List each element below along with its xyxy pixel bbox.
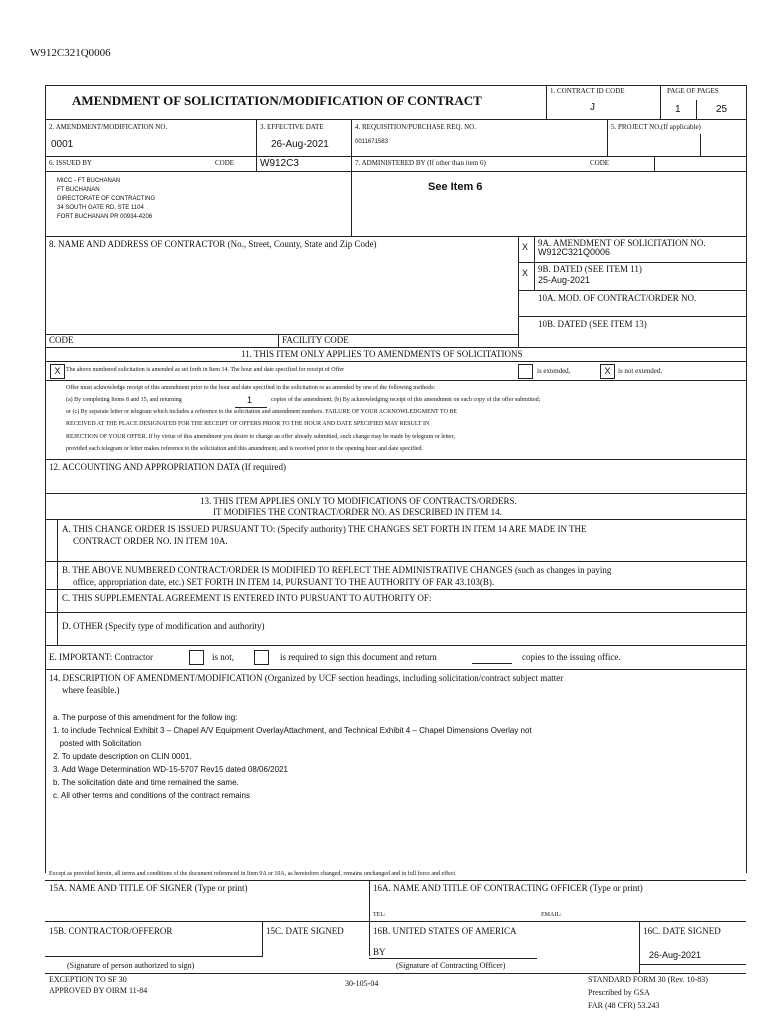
description-line: 1. to include Technical Exhibit 3 – Chapel A/V Equipment OverlayAttachment, and Technical Exhibit 4 – Chapel Dimensions Overlay not [53, 726, 532, 735]
item-16b-label: 16B. UNITED STATES OF AMERICA [373, 926, 517, 936]
issuer-line: 34 SOUTH GATE RD, STE 1104 [57, 205, 144, 211]
item-11-extended-checkbox[interactable] [518, 364, 533, 379]
item-12-label: 12. ACCOUNTING AND APPROPRIATION DATA (If required) [49, 462, 287, 472]
contractor-code-label: CODE [49, 335, 74, 345]
item-9b-mark: X [522, 268, 529, 278]
footer-prescribed: Prescribed by GSA [588, 988, 650, 997]
requisition-label: 4. REQUISITION/PURCHASE REQ. NO. [355, 123, 476, 131]
item-10b-label: 10B. DATED (SEE ITEM 13) [538, 319, 647, 329]
item-9a-label: 9A. AMENDMENT OF SOLICITATION NO. [538, 238, 706, 248]
item-e-is-not-label: is not, [212, 652, 235, 662]
page-number: 1 [675, 104, 681, 115]
issued-by-label: 6. ISSUED BY [49, 159, 92, 167]
issuer-line: MICC - FT BUCHANAN [57, 178, 121, 184]
item-14-footnote: Except as provided herein, all terms and conditions of the document referenced in Item 9A or 10A, as heretofore changed, remains unchanged and in full force and effect. [49, 871, 457, 877]
item-13d-text: D. OTHER (Specify type of modification and authority) [62, 621, 265, 631]
item-13a-text: CONTRACT ORDER NO. IN ITEM 10A. [73, 536, 228, 546]
item-11-text: provided each telegram or letter makes reference to the solicitation and this amendment, and is received prior to the opening hour and date specified. [66, 446, 424, 452]
footer-far: FAR (48 CFR) 53.243 [588, 1001, 660, 1010]
item-e-is-required-checkbox[interactable] [254, 650, 269, 665]
page-of-pages-label: PAGE OF PAGES [667, 87, 719, 95]
item-15c-label: 15C. DATE SIGNED [266, 926, 344, 936]
item-13a-text: A. THIS CHANGE ORDER IS ISSUED PURSUANT TO: (Specify authority) THE CHANGES SET FORTH IN ITEM 14 ARE MADE IN THE [62, 524, 587, 534]
item-11-not-extended-label: is not extended. [618, 367, 663, 375]
footer-standard-form: STANDARD FORM 30 (Rev. 10-83) [588, 975, 708, 984]
item-16c-date-value: 26-Aug-2021 [649, 950, 702, 960]
item-11-amended-text: The above numbered solicitation is amended as set forth in Item 14. The hour and date specified for receipt of Offer [66, 367, 345, 373]
administered-code-label: CODE [590, 159, 610, 167]
item-16a-label: 16A. NAME AND TITLE OF CONTRACTING OFFICER (Type or print) [373, 883, 643, 893]
item-15a-label: 15A. NAME AND TITLE OF SIGNER (Type or print) [49, 883, 248, 893]
item-11-not-extended-checkbox[interactable]: X [600, 364, 615, 379]
facility-code-label: FACILITY CODE [282, 335, 349, 345]
email-label: EMAIL: [541, 912, 562, 918]
item-13b-text: B. THE ABOVE NUMBERED CONTRACT/ORDER IS MODIFIED TO REFLECT THE ADMINISTRATIVE CHANGES (such as changes in paying [62, 565, 612, 575]
description-line: b. The solicitation date and time remained the same. [53, 778, 239, 787]
description-line: 3. Add Wage Determination WD-15-5707 Rev15 dated 08/06/2021 [53, 765, 288, 774]
item-11-text: Offer must acknowledge receipt of this amendment prior to the hour and date specified in the solicitation or as amended by one of the following methods: [66, 385, 436, 391]
item-e-label: E. IMPORTANT: Contractor [49, 652, 154, 662]
amendment-no-value: 0001 [51, 139, 74, 150]
item-10a-label: 10A. MOD. OF CONTRACT/ORDER NO. [538, 293, 697, 303]
item-16c-label: 16C. DATE SIGNED [643, 926, 721, 936]
item-14-label: 14. DESCRIPTION OF AMENDMENT/MODIFICATION (Organized by UCF section headings, including solicitation/contract subject matter [49, 673, 564, 683]
item-9b-label: 9B. DATED (SEE ITEM 11) [538, 264, 642, 274]
effective-date-value: 26-Aug-2021 [271, 139, 329, 150]
project-no-label: 5. PROJECT NO.(If applicable) [611, 123, 701, 131]
item-11-copies-value: 1 [247, 395, 253, 405]
item-13b-text: office, appropriation date, etc.) SET FORTH IN ITEM 14, PURSUANT TO THE AUTHORITY OF FAR 43.103(B). [73, 577, 495, 587]
item-e-is-not-checkbox[interactable] [189, 650, 204, 665]
item-14-label: where feasible.) [62, 685, 120, 695]
tel-label: TEL: [373, 912, 386, 918]
amendment-no-label: 2. AMENDMENT/MODIFICATION NO. [49, 123, 168, 131]
issued-by-code-value: W912C3 [260, 158, 299, 169]
administered-by-label: 7. ADMINISTERED BY (If other than item 6) [355, 159, 486, 167]
description-line: a. The purpose of this amendment for the follow ing: [53, 713, 238, 722]
item-15b-label: 15B. CONTRACTOR/OFFEROR [49, 926, 173, 936]
item-9a-mark: X [522, 242, 529, 252]
issued-by-code-label: CODE [215, 159, 235, 167]
item-11-text: RECEIVED AT THE PLACE DESIGNATED FOR THE RECEIPT OF OFFERS PRIOR TO THE HOUR AND DATE SPECIFIED MAY RESULT IN [66, 421, 430, 427]
effective-date-label: 3. EFFECTIVE DATE [260, 123, 324, 131]
item-11-extended-label: is extended, [537, 367, 571, 375]
item-11-text: copies of the amendment; (b) By acknowledging receipt of this amendment on each copy of the offer submitted; [271, 397, 541, 403]
document-reference: W912C321Q0006 [30, 47, 111, 59]
item-9a-value: W912C321Q0006 [538, 247, 611, 257]
total-pages: 25 [716, 104, 728, 115]
item-11-text: (a) By completing Items 8 and 15, and returning [66, 397, 182, 403]
item-e-is-required-label: is required to sign this document and return [280, 652, 437, 662]
item-13-header: IT MODIFIES THE CONTRACT/ORDER NO. AS DESCRIBED IN ITEM 14. [213, 507, 502, 517]
item-11-text: or (c) By separate letter or telegram which includes a reference to the solicitation and amendment numbers. FAILURE OF YOUR ACKNOWLEDGMENT TO BE [66, 409, 458, 415]
by-label: BY [373, 947, 386, 957]
footer-form-code: 30-105-04 [345, 979, 379, 988]
contract-id-code-value: J [590, 102, 595, 113]
footer-exception: EXCEPTION TO SF 30 [49, 975, 127, 984]
signature-officer-caption: (Signature of Contracting Officer) [396, 961, 506, 970]
see-item-6: See Item 6 [428, 181, 483, 193]
item-e-copies-text: copies to the issuing office. [522, 652, 621, 662]
footer-approved: APPROVED BY OIRM 11-84 [49, 986, 148, 995]
item-11-amended-checkbox[interactable]: X [50, 364, 65, 379]
issuer-line: DIRECTORATE OF CONTRACTING [57, 196, 156, 202]
issuer-line: FORT BUCHANAN PR 00934-4206 [57, 214, 153, 220]
description-line: c. All other terms and conditions of the contract remains [53, 791, 250, 800]
item-13c-text: C. THIS SUPPLEMENTAL AGREEMENT IS ENTERED INTO PURSUANT TO AUTHORITY OF: [62, 593, 432, 603]
item-13-header: 13. THIS ITEM APPLIES ONLY TO MODIFICATIONS OF CONTRACTS/ORDERS. [200, 496, 517, 506]
form-title: AMENDMENT OF SOLICITATION/MODIFICATION OF CONTRACT [72, 93, 482, 108]
item-9b-value: 25-Aug-2021 [538, 275, 591, 285]
item-11-text: REJECTION OF YOUR OFFER. If by virtue of this amendment you desire to change an offer already submitted, such change may be made by telegram or letter, [66, 434, 455, 440]
issuer-line: FT BUCHANAN [57, 187, 100, 193]
requisition-value: 0011671583 [355, 139, 388, 145]
signature-person-caption: (Signature of person authorized to sign) [67, 961, 195, 970]
contractor-address-label: 8. NAME AND ADDRESS OF CONTRACTOR (No., Street, County, State and Zip Code) [49, 239, 377, 249]
item-11-header: 11. THIS ITEM ONLY APPLIES TO AMENDMENTS OF SOLICITATIONS [241, 349, 523, 359]
contract-id-code-label: 1. CONTRACT ID CODE [550, 87, 625, 95]
description-line: posted with Solicitation [53, 739, 142, 748]
description-line: 2. To update description on CLIN 0001. [53, 752, 192, 761]
